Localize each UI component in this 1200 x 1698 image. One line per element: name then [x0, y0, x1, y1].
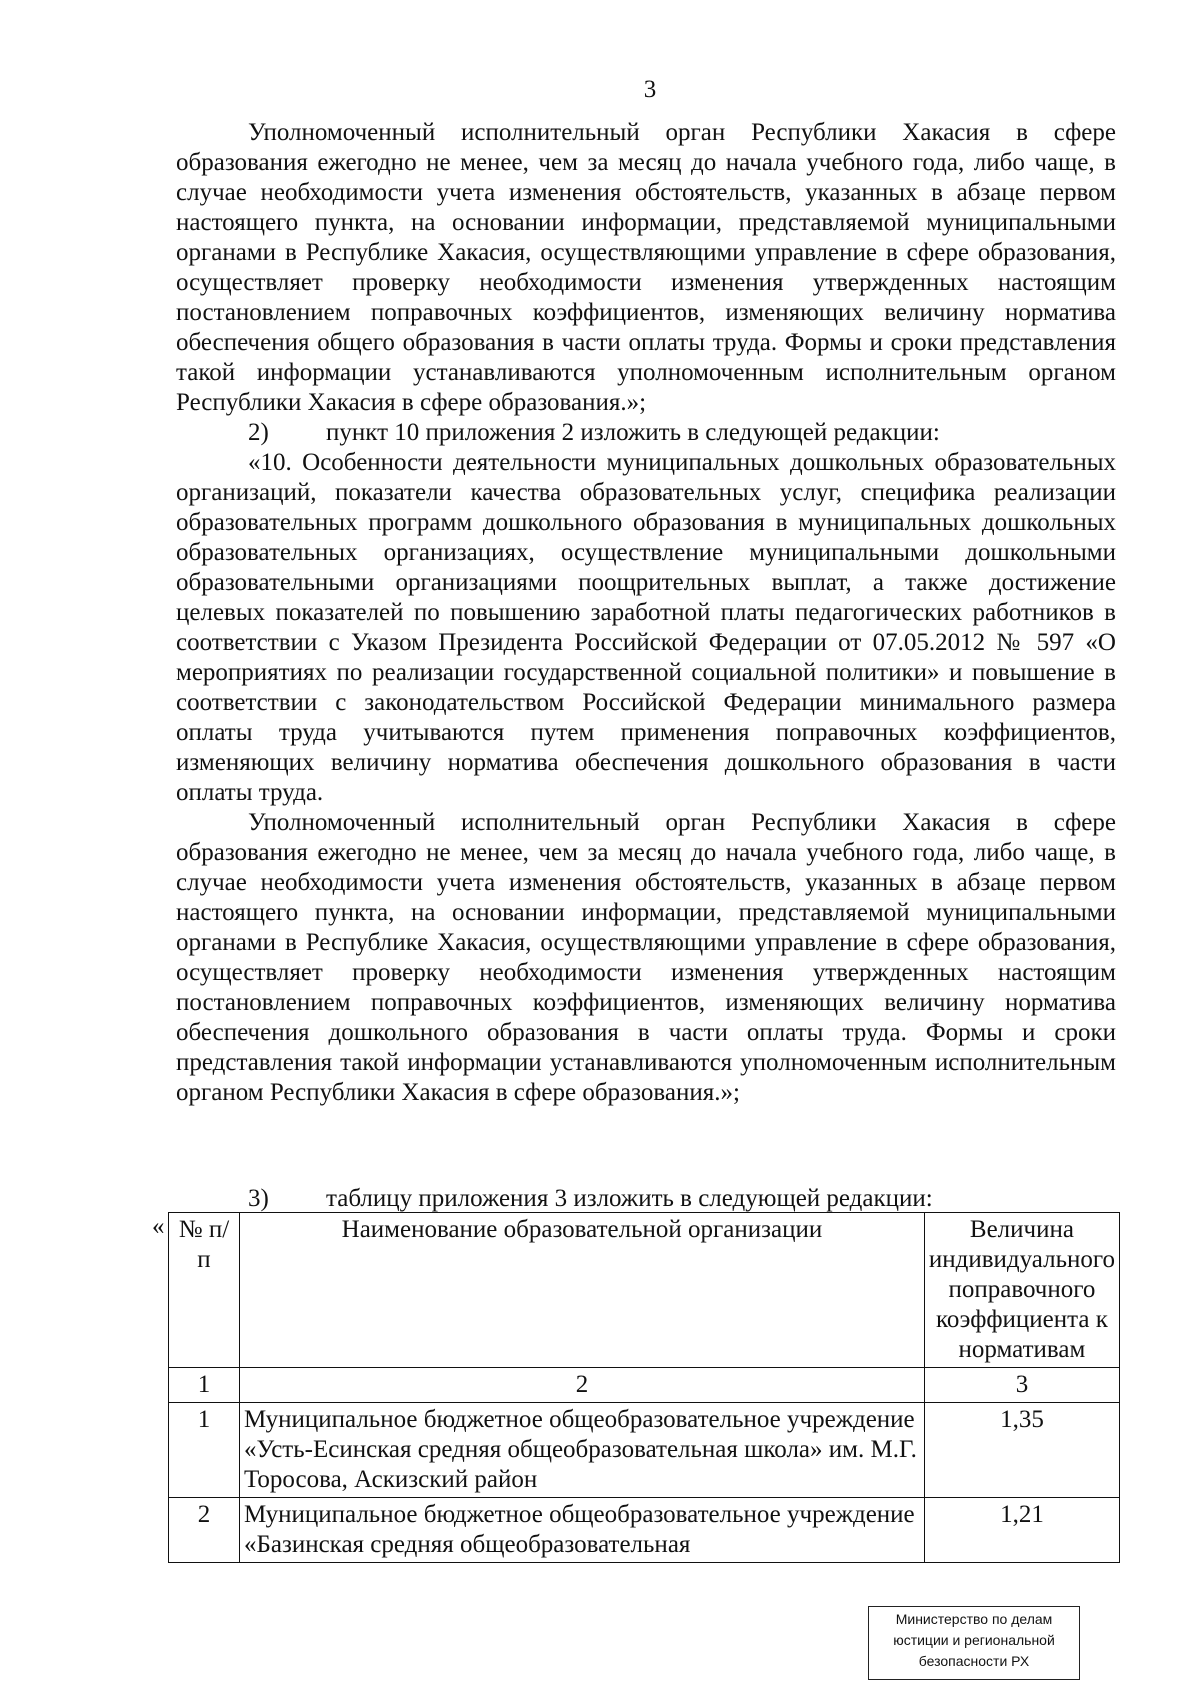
paragraph-clause-10: «10. Особенности деятельности муниципальных дошкольных образовательных организаций, показатели качества образовательных услуг, специфика реализации образовательных программ дошкольного образования в муниципальных дошкольных образовательных организациях, осуществление муниципальными дошкольными образовательными организациями поощрительных выплат, а также достижение целевых показателей по повышению заработной платы педагогических работников в соответствии с Указом Президента Российской Федерации от 07.05.2012 № 597 «О мероприятиях по реализации государственной социальной политики» и повышение в соответствии с законодательством Российской Федерации минимального размера оплаты труда учитываются путем применения поправочных коэффициентов, изменяющих величину норматива обеспечения дошкольного образования в части оплаты труда.	[176, 449, 1116, 806]
header-number: № п/п	[169, 1213, 240, 1368]
table-cell: 2	[240, 1368, 925, 1403]
coefficients-table	[168, 1212, 1120, 1563]
stamp-line: безопасности РХ	[918, 1653, 1030, 1669]
paragraph-authority-preschool: Уполномоченный исполнительный орган Республики Хакасия в сфере образования ежегодно не менее, чем за месяц до начала учебного года, либо чаще, в случае необходимости учета изменения обстоятельств, указанных в абзаце первом настоящего пункта, на основании информации, представляемой муниципальными органами в Республике Хакасия, осуществляющими управление в сфере образования, осуществляет проверку необходимости изменения утвержденных настоящим постановлением поправочных коэффициентов, изменяющих величину норматива обеспечения дошкольного образования в части оплаты труда. Формы и сроки представления такой информации устанавливаются уполномоченным исполнительным органом Республики Хакасия в сфере образования.»;	[176, 809, 1116, 1106]
table-open-quote: «	[152, 1213, 165, 1240]
table-row	[169, 1403, 1120, 1498]
table-cell: 1,21	[924, 1498, 1119, 1563]
table-cell: 1,35	[924, 1403, 1119, 1498]
list-number: 2)	[248, 419, 269, 446]
ministry-stamp	[868, 1606, 1080, 1680]
stamp-line: юстиции и региональной	[893, 1632, 1055, 1648]
table-cell: Муниципальное бюджетное общеобразовательное учреждение «Усть-Есинская средняя общеобразовательная школа» им. М.Г. Торосова, Аскизский район	[240, 1403, 925, 1498]
stamp-line: Министерство по делам	[895, 1611, 1053, 1627]
header-organization: Наименование образовательной организации	[240, 1213, 925, 1368]
table-cell: Муниципальное бюджетное общеобразовательное учреждение «Базинская средняя общеобразовательная	[240, 1498, 925, 1563]
page-number: 3	[643, 76, 657, 103]
table-cell: 2	[169, 1498, 240, 1563]
list-text: таблицу приложения 3 изложить в следующей редакции:	[326, 1185, 933, 1212]
paragraph-authority-general: Уполномоченный исполнительный орган Республики Хакасия в сфере образования ежегодно не менее, чем за месяц до начала учебного года, либо чаще, в случае необходимости учета изменения обстоятельств, указанных в абзаце первом настоящего пункта, на основании информации, представляемой муниципальными органами в Республике Хакасия, осуществляющими управление в сфере образования, осуществляет проверку необходимости изменения утвержденных настоящим постановлением поправочных коэффициентов, изменяющих величину норматива обеспечения общего образования в части оплаты труда. Формы и сроки представления такой информации устанавливаются уполномоченным исполнительным органом Республики Хакасия в сфере образования.»;	[176, 119, 1116, 416]
header-coefficient: Величина индивидуального поправочного коэффициента к нормативам	[924, 1213, 1119, 1368]
document-body	[176, 118, 1116, 1108]
table-cell: 3	[924, 1368, 1119, 1403]
list-text: пункт 10 приложения 2 изложить в следующей редакции:	[326, 419, 940, 446]
table-index-row	[169, 1368, 1120, 1403]
table-cell: 1	[169, 1403, 240, 1498]
list-item-2	[176, 418, 1116, 448]
list-item-3	[248, 1184, 933, 1214]
table-header-row	[169, 1213, 1120, 1368]
table-row	[169, 1498, 1120, 1563]
table-cell: 1	[169, 1368, 240, 1403]
list-number: 3)	[248, 1185, 269, 1212]
